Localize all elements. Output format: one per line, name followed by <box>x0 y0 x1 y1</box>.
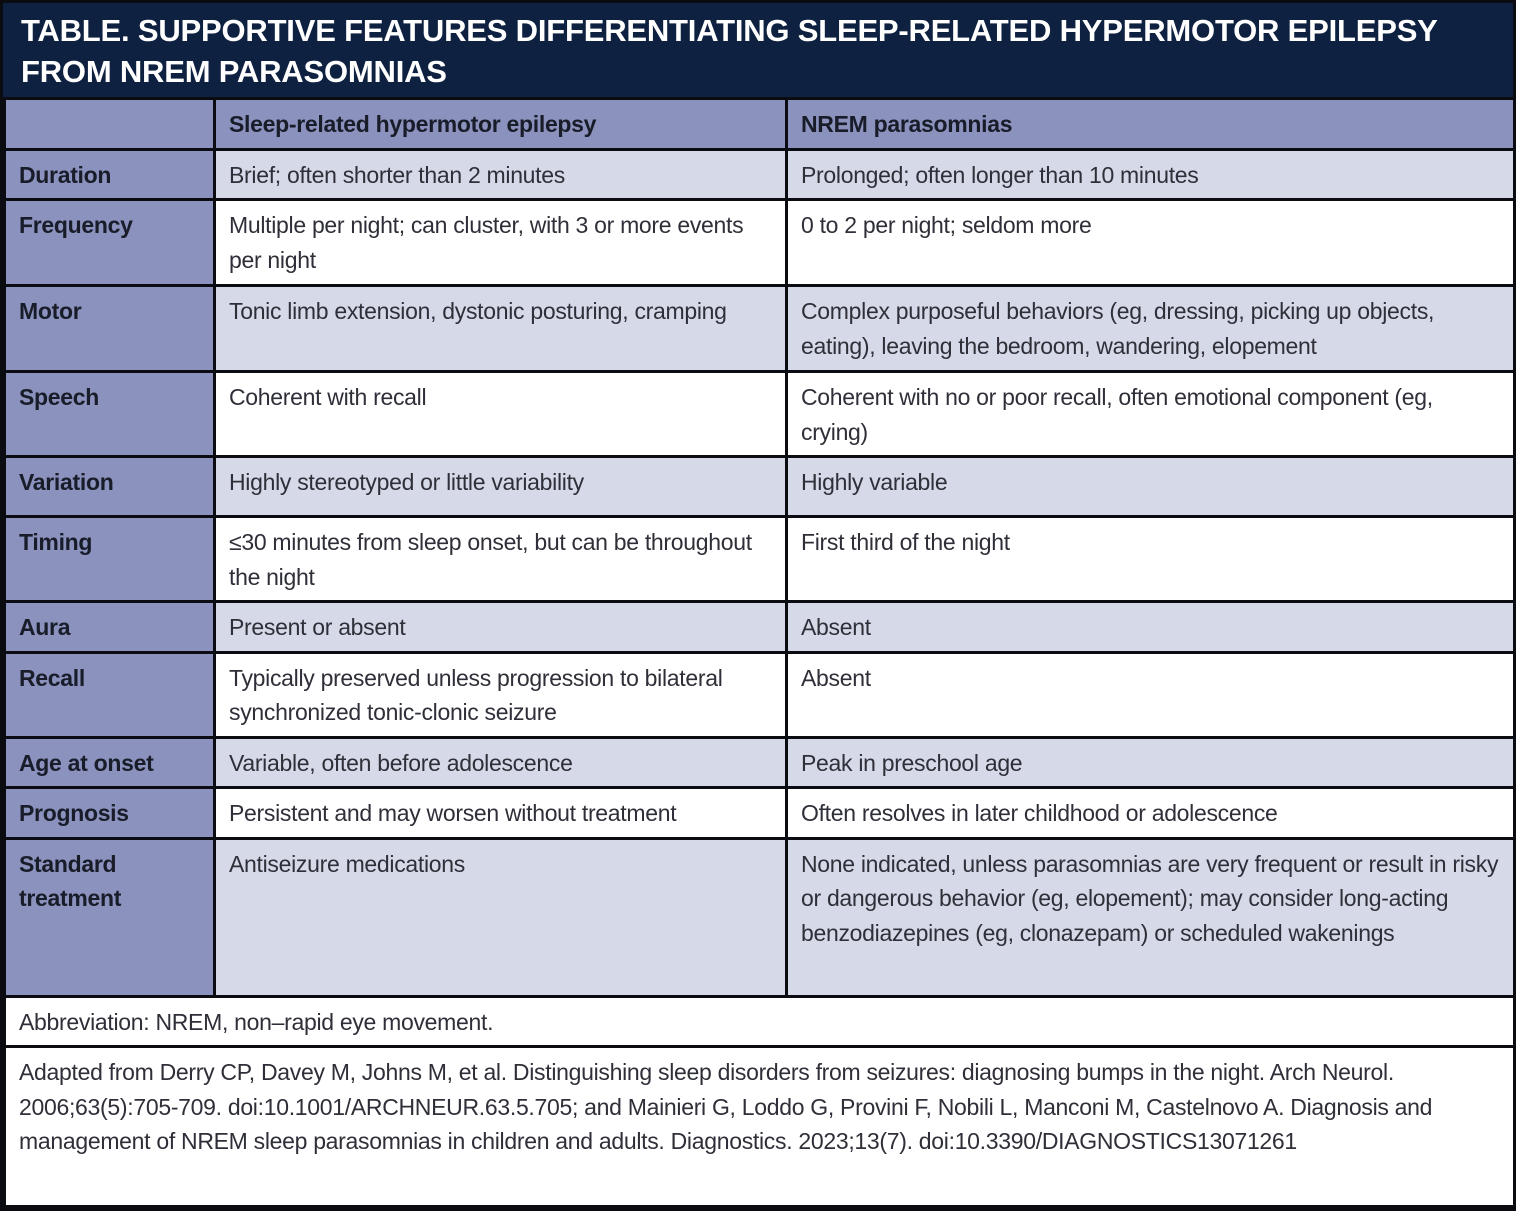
cell-motor-nrem: Complex purposeful behaviors (eg, dressing, picking up objects, eating), leaving the bedroom, wandering, elopement <box>787 286 1515 372</box>
row-label-aura: Aura <box>5 602 215 653</box>
row-label-variation: Variation <box>5 457 215 517</box>
row-label-frequency: Frequency <box>5 200 215 286</box>
table-row-variation <box>5 457 1515 517</box>
citation-text: Adapted from Derry CP, Davey M, Johns M, et al. Distinguishing sleep disorders from seizures: diagnosing bumps in the night. Arch Neurol. 2006;63(5):705-709. doi:10.1001/ARCHNEUR.63.5.705; and Mainieri G, Loddo G, Provini F, Nobili L, Manconi M, Castelnovo A. Diagnosis and management of NREM sleep parasomnias in children and adults. Diagnostics. 2023;13(7). doi:10.3390/DIAGNOSTICS13071261 <box>5 1047 1515 1207</box>
comparison-table <box>3 97 1516 1208</box>
cell-variation-she: Highly stereotyped or little variability <box>215 457 787 517</box>
cell-motor-she: Tonic limb extension, dystonic posturing, cramping <box>215 286 787 372</box>
row-label-motor: Motor <box>5 286 215 372</box>
row-label-timing: Timing <box>5 517 215 602</box>
cell-duration-she: Brief; often shorter than 2 minutes <box>215 149 787 200</box>
cell-speech-she: Coherent with recall <box>215 372 787 457</box>
table-row-speech <box>5 372 1515 457</box>
cell-age-at-onset-nrem: Peak in preschool age <box>787 737 1515 788</box>
header-cell-nrem: NREM parasomnias <box>787 99 1515 150</box>
abbreviation-text: Abbreviation: NREM, non–rapid eye movement. <box>5 996 1515 1047</box>
cell-aura-nrem: Absent <box>787 602 1515 653</box>
cell-aura-she: Present or absent <box>215 602 787 653</box>
cell-standard-treatment-she: Antiseizure medications <box>215 838 787 996</box>
cell-frequency-nrem: 0 to 2 per night; seldom more <box>787 200 1515 286</box>
table-row-recall <box>5 652 1515 737</box>
table-row-duration <box>5 149 1515 200</box>
abbreviation-row <box>5 996 1515 1047</box>
cell-recall-nrem: Absent <box>787 652 1515 737</box>
row-label-speech: Speech <box>5 372 215 457</box>
table-row-timing <box>5 517 1515 602</box>
table-row-frequency <box>5 200 1515 286</box>
table-row-age-at-onset <box>5 737 1515 788</box>
cell-standard-treatment-nrem: None indicated, unless parasomnias are very frequent or result in risky or dangerous behavior (eg, elopement); may consider long-acting benzodiazepines (eg, clonazepam) or scheduled wakenings <box>787 838 1515 996</box>
table-row-aura <box>5 602 1515 653</box>
row-label-standard-treatment: Standard treatment <box>5 838 215 996</box>
cell-timing-she: ≤30 minutes from sleep onset, but can be throughout the night <box>215 517 787 602</box>
row-label-prognosis: Prognosis <box>5 788 215 839</box>
row-label-duration: Duration <box>5 149 215 200</box>
cell-frequency-she: Multiple per night; can cluster, with 3 or more events per night <box>215 200 787 286</box>
header-cell-she: Sleep-related hypermotor epilepsy <box>215 99 787 150</box>
cell-timing-nrem: First third of the night <box>787 517 1515 602</box>
header-row <box>5 99 1515 150</box>
cell-age-at-onset-she: Variable, often before adolescence <box>215 737 787 788</box>
cell-speech-nrem: Coherent with no or poor recall, often emotional component (eg, crying) <box>787 372 1515 457</box>
cell-prognosis-nrem: Often resolves in later childhood or adolescence <box>787 788 1515 839</box>
cell-prognosis-she: Persistent and may worsen without treatment <box>215 788 787 839</box>
cell-variation-nrem: Highly variable <box>787 457 1515 517</box>
row-label-recall: Recall <box>5 652 215 737</box>
citation-row <box>5 1047 1515 1207</box>
row-label-age-at-onset: Age at onset <box>5 737 215 788</box>
table-row-prognosis <box>5 788 1515 839</box>
header-cell-blank <box>5 99 215 150</box>
table-row-standard-treatment <box>5 838 1515 996</box>
table-title-bar <box>3 3 1513 97</box>
table-row-motor <box>5 286 1515 372</box>
cell-recall-she: Typically preserved unless progression to bilateral synchronized tonic-clonic seizure <box>215 652 787 737</box>
cell-duration-nrem: Prolonged; often longer than 10 minutes <box>787 149 1515 200</box>
table-title: TABLE. SUPPORTIVE FEATURES DIFFERENTIATING SLEEP-RELATED HYPERMOTOR EPILEPSY FROM NREM PARASOMNIAS <box>21 13 1438 89</box>
